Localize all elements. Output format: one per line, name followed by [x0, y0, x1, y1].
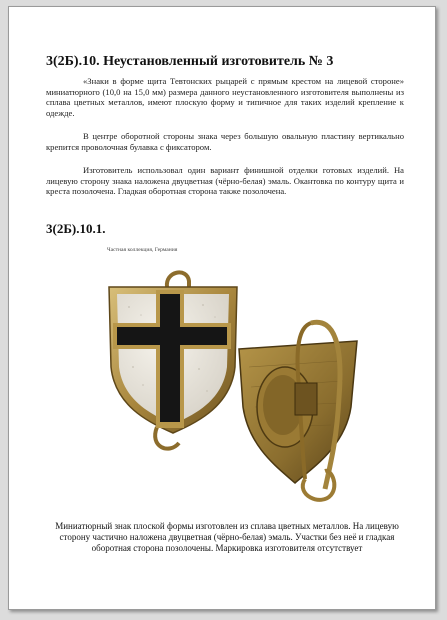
section-heading: 3(2Б).10. Неустановленный изготовитель № 3 [46, 54, 334, 69]
photo-caption: Миниатюрный знак плоской формы изготовлен из сплава цветных металлов. На лицевую сторону частично наложена двуцветная (чёрно-белая) эмаль. Участки без неё и гладкая оборотная сторона позолочены. Маркировка изготовителя отсутствует [55, 521, 399, 553]
badge-photo [99, 257, 369, 517]
subsection-heading: 3(2Б).10.1. [46, 221, 106, 236]
badge-back [239, 322, 357, 500]
badge-front [109, 272, 237, 448]
photo-credit: Частная коллекция, Германия [107, 247, 178, 253]
paragraph-reverse: В центре оборотной стороны знака через большую овальную пластину вертикально крепится проволочная булавка с фиксатором. [46, 131, 404, 152]
paragraph-description: «Знаки в форме щита Тевтонских рыцарей с прямым крестом на лицевой стороне» миниатюрного (10,0 на 15,0 мм) размера данного неустановленного изготовителя выполнены из сплава цветных металлов, имеют плоскую форму и типичное для таких изделий крепление к одежде. [46, 76, 404, 118]
document-page [8, 6, 436, 610]
paragraph-finish: Изготовитель использовал один вариант финишной отделки готовых изделий. На лицевую сторону знака наложена двуцветная (чёрно-белая) эмаль. Окантовка по контуру щита и креста позолочена. Гладкая оборотная сторона также позолочена. [46, 165, 404, 196]
